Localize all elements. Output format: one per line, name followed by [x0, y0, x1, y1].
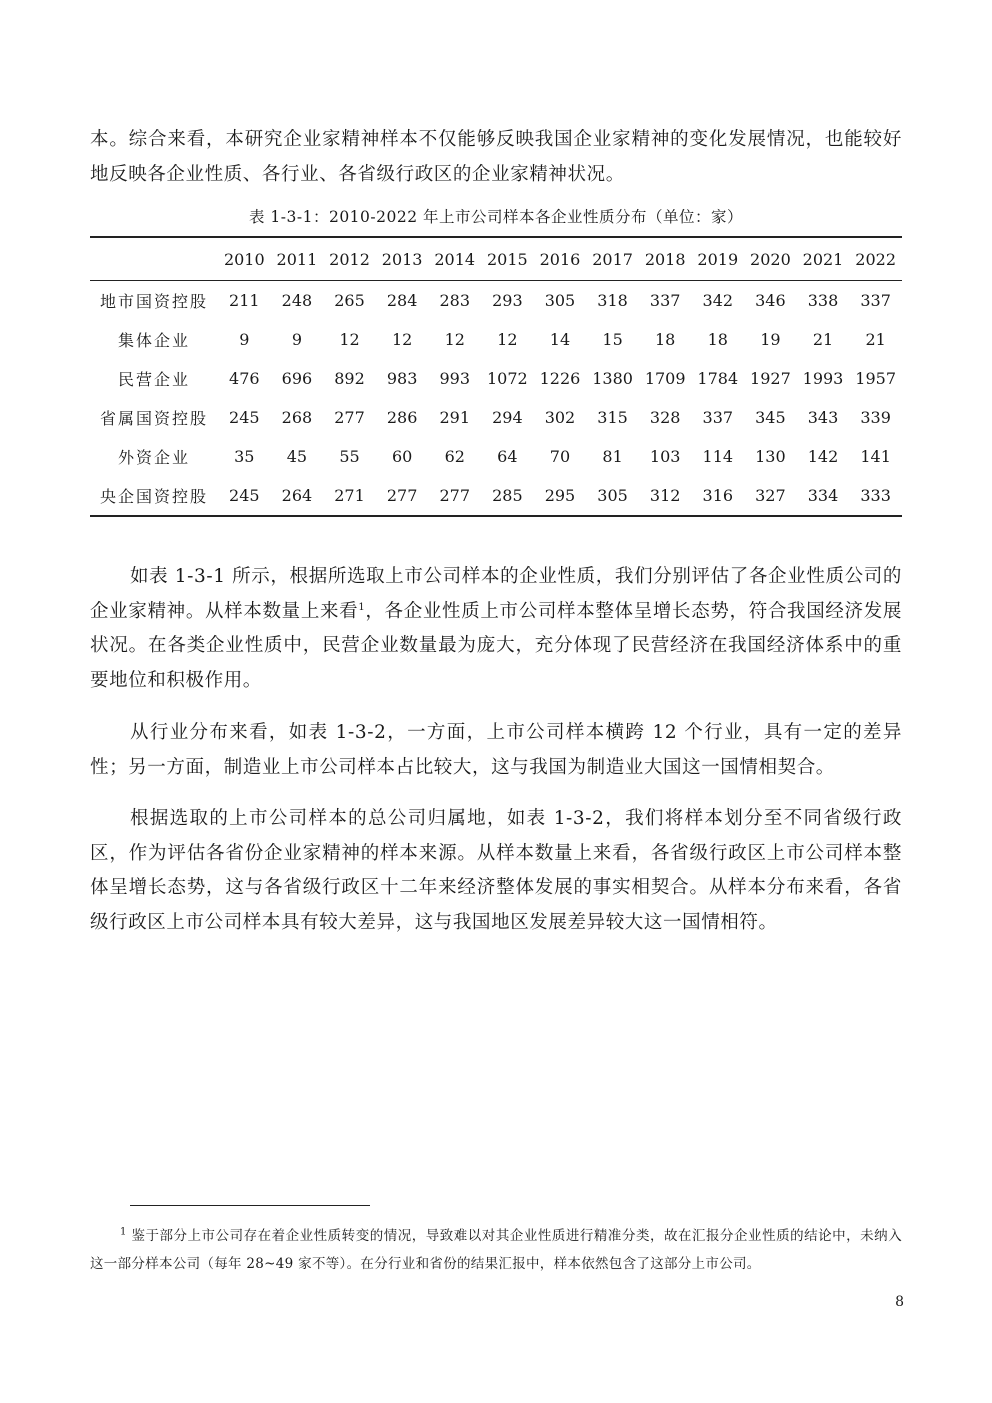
row-label: 集体企业 — [117, 331, 190, 350]
table-cell: 277 — [334, 408, 365, 427]
table-cell: 285 — [492, 486, 523, 505]
year-header: 2015 — [486, 249, 528, 269]
table-cell: 1993 — [802, 369, 844, 388]
table-cell: 15 — [602, 330, 623, 349]
table-cell: 343 — [807, 408, 839, 427]
table-cell: 1226 — [539, 369, 581, 388]
table-cell: 293 — [492, 291, 523, 310]
table-cell: 302 — [544, 408, 576, 427]
table-cell: 286 — [386, 408, 418, 427]
row-label: 民营企业 — [117, 370, 190, 389]
year-header: 2014 — [434, 249, 476, 269]
table-row — [90, 359, 902, 398]
table-cell: 114 — [702, 447, 734, 466]
table-cell: 327 — [755, 486, 786, 505]
year-header: 2019 — [697, 249, 739, 269]
table-cell: 9 — [239, 330, 250, 349]
table-cell: 337 — [649, 291, 681, 310]
table-corner-cell — [90, 237, 218, 281]
table-cell: 211 — [229, 291, 260, 310]
table-cell: 1380 — [592, 369, 633, 388]
table-row — [90, 476, 902, 516]
year-header: 2013 — [381, 249, 423, 269]
table-cell: 271 — [334, 486, 365, 505]
table-cell: 19 — [760, 330, 781, 349]
table-cell: 268 — [281, 408, 313, 427]
table-cell: 283 — [439, 291, 471, 310]
table-cell: 476 — [229, 369, 260, 388]
table-cell: 70 — [549, 447, 571, 466]
table-cell: 983 — [386, 369, 418, 388]
table-cell: 245 — [229, 408, 260, 427]
year-header: 2012 — [329, 249, 370, 269]
table-row — [90, 437, 902, 476]
paragraph-province: 根据选取的上市公司样本的总公司归属地，如表 1-3-2，我们将样本划分至不同省级行政区，作为评估各省份企业家精神的样本来源。从样本数量上来看，各省级行政区上市公司样本整体呈增长态势，这与各省级行政区十二年来经济整体发展的事实相契合。从样本分布来看，各省级行政区上市公司样本具有较大差异，这与我国地区发展差异较大这一国情相符。 — [90, 808, 902, 933]
table-cell: 337 — [702, 408, 734, 427]
table-cell: 328 — [649, 408, 681, 427]
year-header: 2018 — [644, 249, 686, 269]
year-header: 2016 — [539, 249, 581, 269]
table-cell: 337 — [860, 291, 891, 310]
table-cell: 345 — [755, 408, 786, 427]
table-cell: 312 — [649, 486, 681, 505]
table-cell: 14 — [549, 330, 571, 349]
page-number: 8 — [895, 1294, 904, 1310]
table-cell: 1072 — [486, 369, 528, 388]
enterprise-type-table — [90, 236, 902, 517]
table-cell: 294 — [492, 408, 523, 427]
table-cell: 12 — [391, 330, 413, 349]
data-table — [90, 236, 902, 517]
table-cell: 64 — [497, 447, 518, 466]
table-cell: 62 — [444, 447, 465, 466]
table-cell: 12 — [339, 330, 360, 349]
table-cell: 284 — [386, 291, 418, 310]
table-cell: 35 — [234, 447, 255, 466]
table-cell: 892 — [334, 369, 365, 388]
table-cell: 316 — [702, 486, 734, 505]
footnote-ref[interactable]: 1 — [358, 601, 366, 613]
intro-paragraph: 本。综合来看，本研究企业家精神样本不仅能够反映我国企业家精神的变化发展情况，也能较好地反映各企业性质、各行业、各省级行政区的企业家精神状况。 — [90, 129, 902, 185]
table-cell: 1957 — [855, 369, 897, 388]
table-cell: 346 — [755, 291, 786, 310]
table-row — [90, 398, 902, 437]
table-header-row — [90, 237, 902, 281]
table-cell: 142 — [807, 447, 839, 466]
year-header: 2021 — [802, 249, 844, 269]
year-header: 2022 — [855, 249, 897, 269]
year-header: 2011 — [276, 249, 318, 269]
table-body — [90, 281, 902, 517]
table-cell: 245 — [229, 486, 260, 505]
table-cell: 265 — [334, 291, 365, 310]
table-cell: 12 — [444, 330, 465, 349]
table-cell: 12 — [497, 330, 518, 349]
table-cell: 305 — [597, 486, 628, 505]
table-cell: 277 — [386, 486, 418, 505]
year-header: 2010 — [223, 249, 265, 269]
table-cell: 264 — [281, 486, 313, 505]
footnote-divider — [130, 1205, 370, 1206]
row-label: 外资企业 — [117, 448, 190, 467]
year-header: 2020 — [750, 249, 791, 269]
table-cell: 696 — [281, 369, 313, 388]
row-label: 地市国资控股 — [99, 292, 208, 311]
table-cell: 1927 — [750, 369, 791, 388]
row-label: 省属国资控股 — [99, 409, 208, 428]
table-cell: 21 — [865, 330, 886, 349]
table-cell: 277 — [439, 486, 471, 505]
table-cell: 338 — [807, 291, 839, 310]
table-row — [90, 320, 902, 359]
table-cell: 305 — [544, 291, 576, 310]
paragraph-industry: 从行业分布来看，如表 1-3-2，一方面，上市公司样本横跨 12 个行业，具有一定的差异性；另一方面，制造业上市公司样本占比较大，这与我国为制造业大国这一国情相契合。 — [90, 722, 902, 778]
table-cell: 55 — [339, 447, 360, 466]
table-cell: 18 — [655, 330, 676, 349]
table-cell: 339 — [860, 408, 891, 427]
table-cell: 1709 — [644, 369, 686, 388]
paragraph-enterprise-type — [90, 560, 902, 698]
table-cell: 18 — [707, 330, 728, 349]
table-cell: 291 — [439, 408, 471, 427]
table-cell: 141 — [860, 447, 891, 466]
table-cell: 318 — [597, 291, 628, 310]
table-cell: 9 — [291, 330, 302, 349]
paragraph-text: 如表 1-3-1 所示，根据所选取上市公司样本的企业性质，我们分别评估了各企业性质公司的企业家精神。从样本数量上来看 — [90, 566, 902, 622]
table-cell: 334 — [807, 486, 839, 505]
paragraph-text: ，各企业性质上市公司样本整体呈增长态势，符合我国经济发展状况。在各类企业性质中，民营企业数量最为庞大，充分体现了民营经济在我国经济体系中的重要地位和积极作用。 — [90, 600, 902, 691]
table-row — [90, 281, 902, 321]
footnote-mark: 1 — [120, 1226, 127, 1238]
table-cell: 993 — [439, 369, 471, 388]
table-cell: 248 — [281, 291, 313, 310]
table-cell: 81 — [602, 447, 623, 466]
footnote — [90, 1222, 902, 1278]
table-cell: 21 — [812, 330, 834, 349]
table-cell: 103 — [649, 447, 681, 466]
table-caption: 表 1-3-1：2010-2022 年上市公司样本各企业性质分布（单位：家） — [248, 208, 744, 226]
table-cell: 130 — [755, 447, 786, 466]
row-label: 央企国资控股 — [99, 487, 208, 506]
table-cell: 45 — [286, 447, 308, 466]
table-cell: 342 — [702, 291, 734, 310]
table-cell: 315 — [597, 408, 628, 427]
table-cell: 333 — [860, 486, 891, 505]
table-cell: 1784 — [697, 369, 739, 388]
table-cell: 60 — [391, 447, 413, 466]
table-cell: 295 — [544, 486, 576, 505]
year-header: 2017 — [592, 249, 633, 269]
footnote-text: 鉴于部分上市公司存在着企业性质转变的情况，导致难以对其企业性质进行精准分类，故在汇报分企业性质的结论中，未纳入这一部分样本公司（每年 28~49 家不等）。在分行业和省份的结果汇报中，样本依然包含了这部分上市公司。 — [90, 1228, 902, 1272]
